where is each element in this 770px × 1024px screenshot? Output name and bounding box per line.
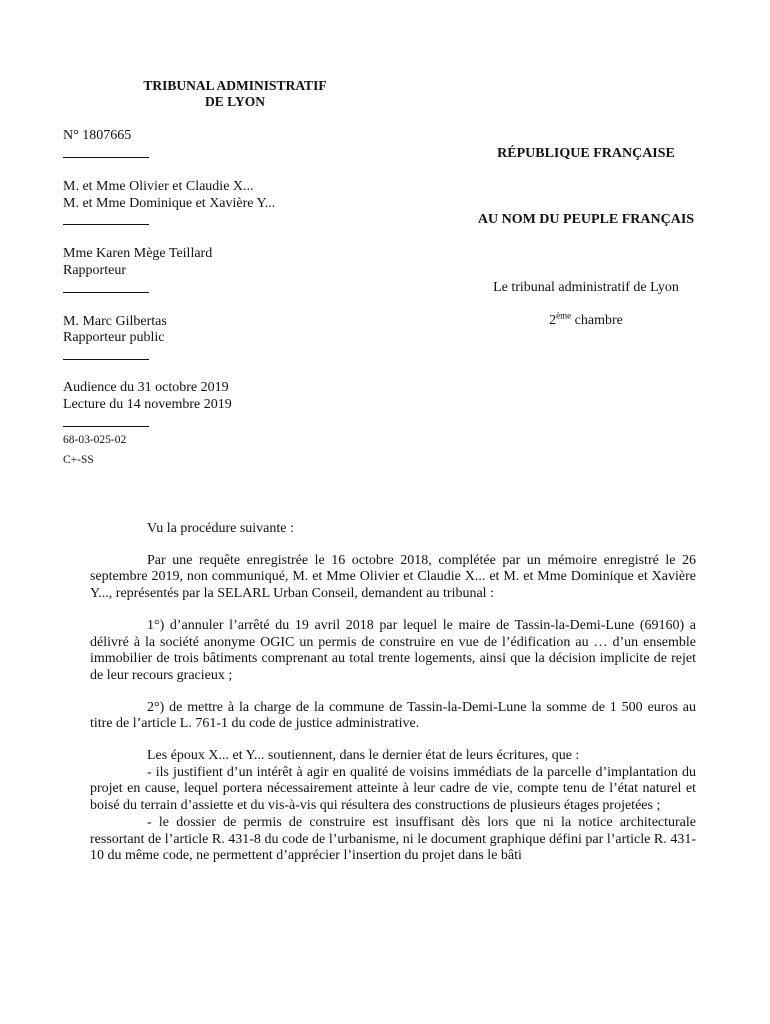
divider [63,292,149,293]
parties-line1: M. et Mme Olivier et Claudie X... [63,179,254,194]
divider [63,359,149,360]
public-rapporteur-name: M. Marc Gilbertas [63,314,167,329]
chamber-line [436,310,736,329]
case-number: N° 1807665 [63,128,132,143]
court-name [110,78,360,110]
rapporteur-role: Rapporteur [63,263,126,278]
reading-date: Lecture du 14 novembre 2019 [63,397,232,412]
paragraph-claim-2: 2°) de mettre à la charge de la commune de Tassin-la-Demi-Lune la somme de 1 500 euros au titre de l’article L. 761-1 du code de justice administrative. [90,699,696,732]
chamber-number: 2 [549,313,557,328]
public-rapporteur-role: Rapporteur public [63,330,165,345]
paragraph-request: Par une requête enregistrée le 16 octobre 2018, complétée par un mémoire enregistré le 26 septembre 2019, non communiqué, M. et Mme Olivier et Claudie X... et M. et Mme Dominique et Xavière Y..., représentés par la SELARL Urban Conseil, demandent au tribunal : [90,552,696,602]
republic-heading: RÉPUBLIQUE FRANÇAISE [497,146,675,161]
paragraph-argument-interest: - ils justifient d’un intérêt à agir en qualité de voisins immédiats de la parcelle d’implantation du projet en cause, lequel portera nécessairement atteinte à leur cadre de vie, compte tenu de l’état naturel et boisé du terrain d’assiette et du vis-à-vis qui résultera des constructions de plusieurs étages projetées ; [90,764,696,814]
court-name-line1: TRIBUNAL ADMINISTRATIF [143,78,327,93]
rapporteur-name: Mme Karen Mège Teillard [63,246,213,261]
paragraph-arguments-intro: Les époux X... et Y... soutiennent, dans le dernier état de leurs écritures, que : [147,748,580,764]
paragraph-procedure: Vu la procédure suivante : [147,521,294,536]
publication-code: C+-SS [63,454,94,466]
chamber-word: chambre [571,313,623,328]
divider [63,157,149,158]
paragraph-argument-file: - le dossier de permis de construire est insuffisant dès lors que ni la notice architecturale ressortant de l’article R. 431-8 du code de l’urbanisme, ni le document graphique défini par l’article R. 431-10 du même code, ne permettent d’apprécier l’insertion du projet dans le bâti [90,814,696,864]
parties-line2: M. et Mme Dominique et Xavière Y... [63,196,276,211]
people-heading: AU NOM DU PEUPLE FRANÇAIS [477,212,695,227]
hearing-date: Audience du 31 octobre 2019 [63,380,229,395]
tribunal-line: Le tribunal administratif de Lyon [493,280,679,295]
divider [63,224,149,225]
chamber-suffix: ème [556,310,572,321]
paragraph-claim-1: 1°) d’annuler l’arrêté du 19 avril 2018 par lequel le maire de Tassin-la-Demi-Lune (69160) a délivré à la société anonyme OGIC un permis de construire en vue de l’édification au … d’un ensemble immobilier de trois bâtiments comprenant au total trente logements, ainsi que la décision implicite de rejet de leur recours gracieux ; [90,617,696,683]
court-name-line2: DE LYON [205,94,265,109]
judgment-body [90,521,696,865]
divider [63,426,149,427]
classification-code: 68-03-025-02 [63,434,127,446]
